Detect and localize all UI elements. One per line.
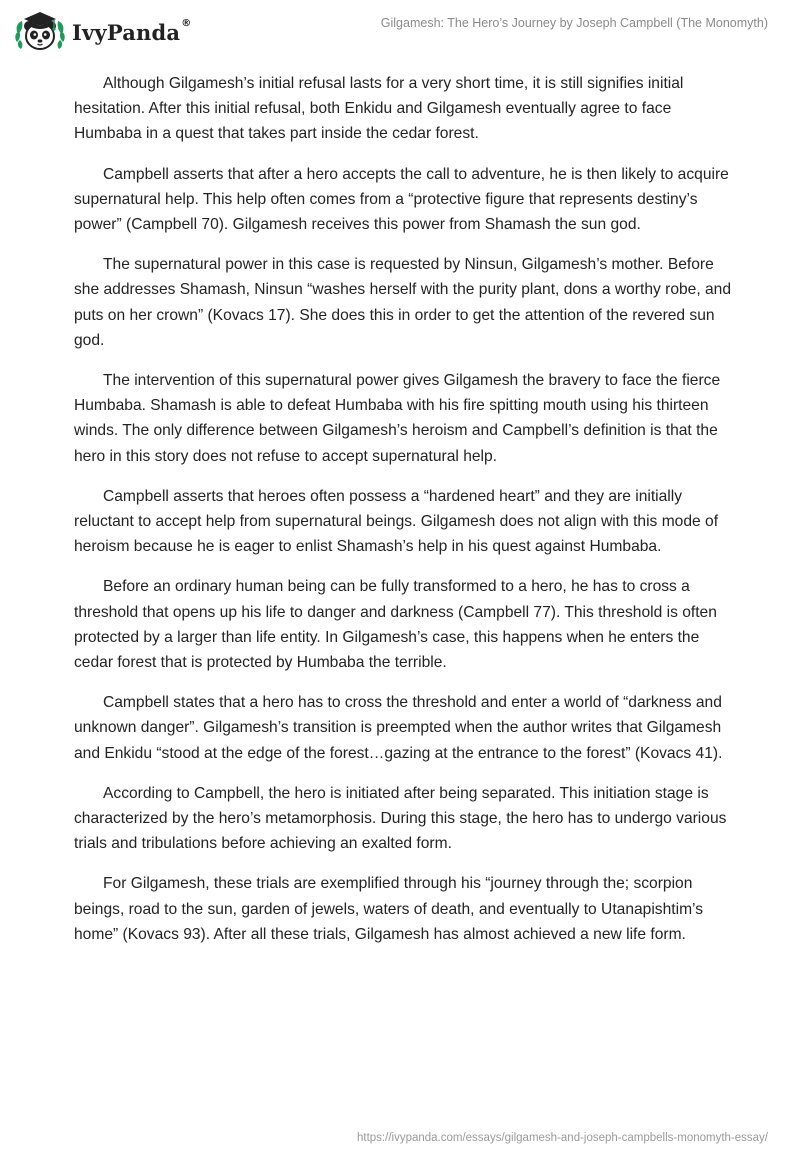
page-header <box>0 0 800 62</box>
paragraph: For Gilgamesh, these trials are exemplified through his “journey through the; scorpion beings, road to the sun, garden of jewels, waters of death, and eventually to Utanapishtim’s home” (Kovacs 93). After all these trials, Gilgamesh has almost achieved a new life form. <box>74 875 704 943</box>
paragraph: Campbell asserts that after a hero accepts the call to adventure, he is then likely to acquire supernatural help. This help often comes from a “protective figure that represents destiny’s power” (Campbell 70). Gilgamesh receives this power from Shamash the sun god. <box>74 165 729 234</box>
paragraph: Campbell asserts that heroes often possess a “hardened heart” and they are initially reluctant to accept help from supernatural beings. Gilgamesh does not align with this mode of heroism because he is eager to enlist Shamash’s help in his quest against Humbaba. <box>74 487 719 556</box>
document-title: Gilgamesh: The Hero’s Journey by Joseph Campbell (The Monomyth) <box>380 16 768 30</box>
paragraph: Before an ordinary human being can be fully transformed to a hero, he has to cross a threshold that opens up his life to danger and darkness (Campbell 77). This threshold is often protected by a larger than life entity. In Gilgamesh’s case, this happens when he enters the cedar forest that is protected by Humbaba the terrible. <box>74 578 717 672</box>
paragraph: Campbell states that a hero has to cross the threshold and enter a world of “darkness and unknown danger”. Gilgamesh’s transition is preempted when the author writes that Gilgamesh and Enkidu “stood at the edge of the forest…gazing at the entrance to the forest” (Kovacs 41). <box>74 694 723 762</box>
paragraph: According to Campbell, the hero is initiated after being separated. This initiation stage is characterized by the hero’s metamorphosis. During this stage, the hero has to undergo various trials and tribulations before achieving an exalted form. <box>74 784 727 853</box>
paragraph: The supernatural power in this case is requested by Ninsun, Gilgamesh’s mother. Before she addresses Shamash, Ninsun “washes herself with the purity plant, dons a worthy robe, and puts on her crown” (Kovacs 17). She does this in order to get the attention of the revered sun god. <box>74 256 732 349</box>
panda-graduate-icon <box>14 8 66 54</box>
ivypanda-logo[interactable] <box>14 8 191 54</box>
essay-body <box>74 71 736 962</box>
paragraph: The intervention of this supernatural power gives Gilgamesh the bravery to face the fierce Humbaba. Shamash is able to defeat Humbaba with his fire spitting mouth using his thirteen winds. The only difference between Gilgamesh’s heroism and Campbell’s definition is that the hero in this story does not refuse to accept supernatural help. <box>74 372 721 465</box>
logo-wordmark: IvyPanda® <box>72 17 192 45</box>
paragraph: Although Gilgamesh’s initial refusal lasts for a very short time, it is still signifies initial hesitation. After this initial refusal, both Enkidu and Gilgamesh eventually agree to face Humbaba in a quest that takes part inside the cedar forest. <box>74 75 684 143</box>
source-url-link[interactable]: https://ivypanda.com/essays/gilgamesh-and-joseph-campbells-monomyth-essay/ <box>357 1132 768 1144</box>
registered-mark: ® <box>181 17 192 29</box>
